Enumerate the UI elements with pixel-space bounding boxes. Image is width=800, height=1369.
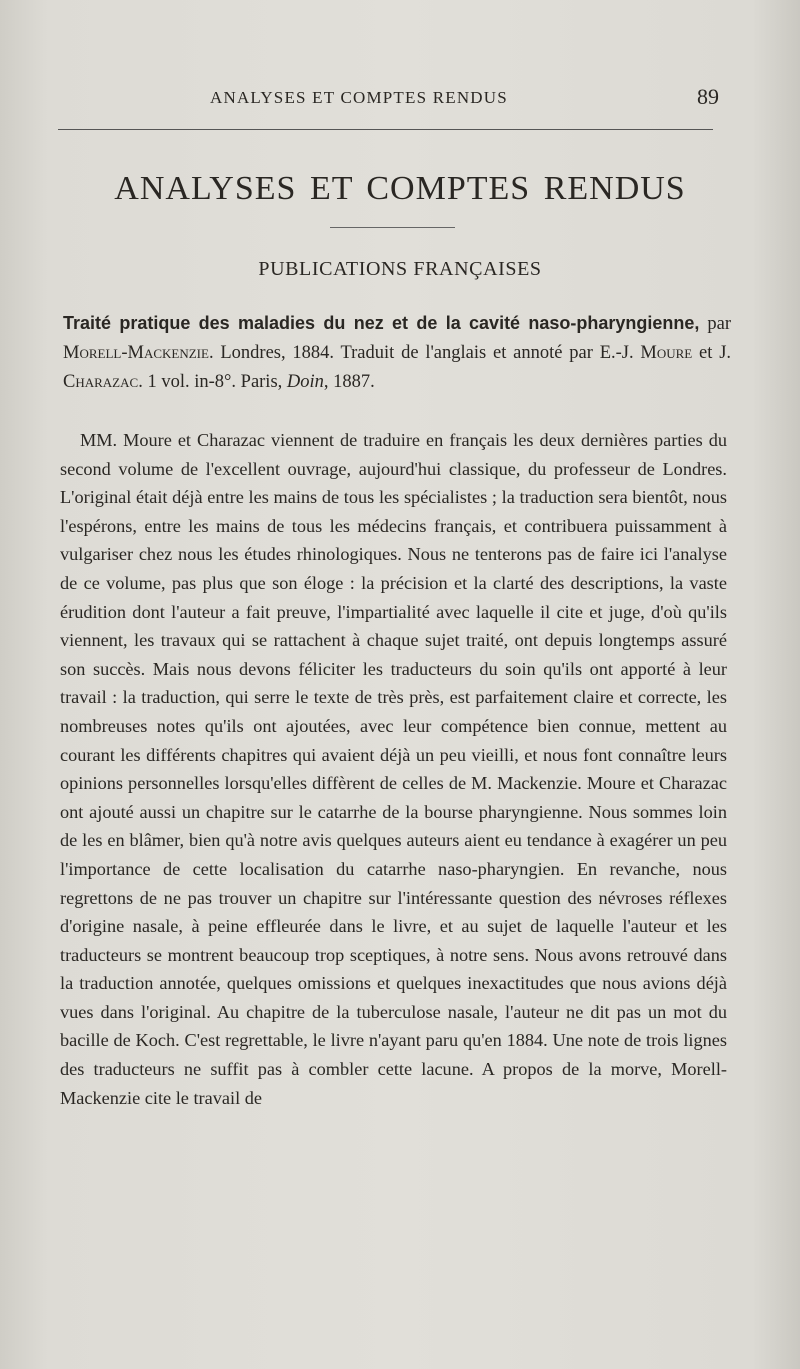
volume-details: . 1 vol. in-8°. Paris, <box>138 372 283 392</box>
publisher-name: Doin <box>286 372 324 392</box>
publication-info: . Londres, 1884. Traduit de l'anglais et annoté par <box>208 343 593 363</box>
publication-year: , 1887. <box>323 372 375 392</box>
section-title: ANALYSES ET COMPTES RENDUS <box>114 170 686 207</box>
bibliographic-reference <box>63 309 731 397</box>
author-prefix: par <box>707 314 732 334</box>
translator-name: J. Charazac <box>63 343 732 392</box>
review-paragraph: MM. Moure et Charazac viennent de traduire en français les deux dernières parties du second volume de l'excellent ouvrage, aujourd'hui classique, du professeur de Londres. L'original était déjà entre les mains de tous les spécialistes ; la traduction sera bientôt, nous l'espérons, entre les mains de tous les médecins français, et contribuera puissamment à vulgariser chez nous les études rhinologiques. Nous ne tenterons pas de faire ici l'analyse de ce volume, pas plus que son éloge : la précision et la clarté des descriptions, la vaste érudition dont l'auteur a fait preuve, l'impartialité avec laquelle il cite et juge, d'où qu'ils viennent, les travaux qui se rattachent à chaque sujet traité, ont depuis longtemps assuré son succès. Mais nous devons féliciter les traducteurs du soin qu'ils ont apporté à leur travail : la traduction, qui serre le texte de très près, est parfaitement claire et correcte, les nombreuses notes qu'ils ont ajoutées, avec leur compétence bien connue, mettent au courant les différents chapitres qui avaient déjà un peu vieilli, et nous font connaître leurs opinions personnelles lorsqu'elles diffèrent de celles de M. Mackenzie. Moure et Charazac ont ajouté aussi un chapitre sur le catarrhe de la bourse pharyngienne. Nous sommes loin de les en blâmer, bien qu'à notre avis quelques auteurs aient eu tendance à exagérer un peu l'importance de cette localisation du catarrhe naso-pharyngien. En revanche, nous regrettons de ne pas trouver un chapitre sur l'intéressante question des névroses réflexes d'origine nasale, à peine effleurée dans le livre, et au sujet de laquelle l'auteur et les traducteurs se montrent beaucoup trop sceptiques, à notre sens. Nous avons retrouvé dans la traduction annotée, quelques omissions et quelques inexactitudes que nous avions déjà vues dans l'original. Au chapitre de la tuberculose nasale, l'auteur ne dit pas un mot du bacille de Koch. C'est regrettable, le livre n'ayant paru qu'en 1884. Une note de trois lignes des traducteurs ne suffit pas à combler cette lacune. A propos de la morve, Morell-Mackenzie cite le travail de <box>60 430 727 1108</box>
running-head <box>0 84 800 116</box>
header-divider <box>58 129 713 130</box>
author-name: Morell-Mackenzie <box>63 343 209 363</box>
section-divider <box>330 227 455 228</box>
running-title: ANALYSES ET COMPTES RENDUS <box>210 88 508 107</box>
conjunction: et <box>699 343 713 363</box>
page-number: 89 <box>697 84 719 109</box>
subsection-title: PUBLICATIONS FRANÇAISES <box>258 258 542 280</box>
translator-name: E.-J. Moure <box>599 343 693 363</box>
book-title: Traité pratique des maladies du nez et de la cavité naso-pharyngienne, <box>63 313 700 333</box>
